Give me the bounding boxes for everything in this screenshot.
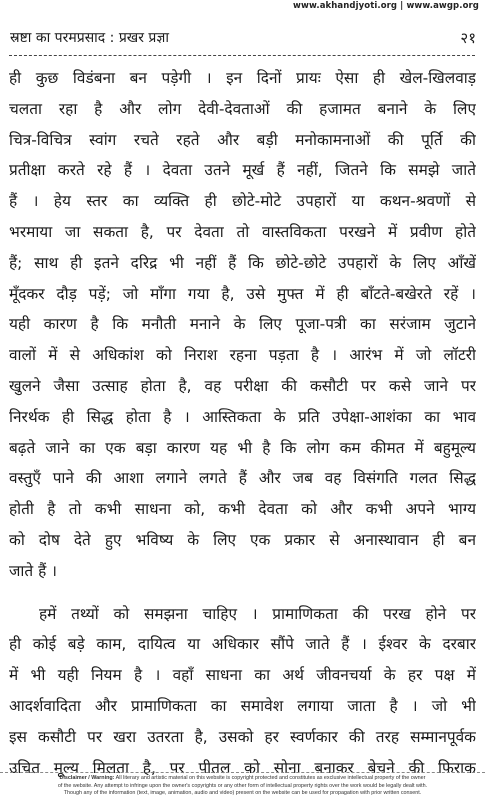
text-line: प्रतीक्षा करते रहे हैं । देवता उतने मूर्ख हैं नहीं, जितने कि समझे जाते	[9, 161, 476, 180]
disclaimer-line-1	[6, 775, 479, 783]
text-line: यही कारण है कि मनौती मनाने के लिए पूजा-पत्री का सरंजाम जुटाने	[9, 315, 476, 334]
text-line: वालों में से अधिकांश को निराश रहना पड़ता है । आरंभ में जो लॉटरी	[9, 346, 476, 365]
text-line: ही कोई बड़े काम, दायित्व या अधिकार सौंपे जाते हैं । ईश्वर के दरबार	[9, 635, 476, 654]
book-title: स्रष्टा का परमप्रसाद : प्रखर प्रज्ञा	[10, 30, 170, 46]
header-divider	[9, 55, 475, 56]
paragraph-2	[9, 599, 476, 784]
text-line: में भी यही नियम है । वहाँ साधना का अर्थ जीवनचर्या के हर पक्ष में	[9, 666, 476, 685]
text-line: ही कुछ विडंबना बन पड़ेगी । इन दिनों प्रायः ऐसा ही खेल-खिलवाड़	[9, 69, 476, 87]
page-number: २१	[460, 29, 476, 47]
paragraph-gap	[9, 587, 476, 599]
text-line: उचित मूल्य मिलता है, पर पीतल को सोना बनाकर बेचने की फिराक	[9, 758, 476, 777]
text-line: चित्र-विचित्र स्वांग रचते रहते और बड़ी मनोकामनाओं की पूर्ति की	[9, 130, 476, 149]
text-line: हैं । हेय स्तर का व्यक्ति ही छोटे-मोटे उपहारों या कथन-श्रवणों से	[9, 192, 476, 211]
paragraph-1	[9, 63, 476, 587]
text-line: आदर्शवादिता और प्रामाणिकता का समावेश लगाया जाता है । जो भी	[9, 696, 476, 715]
disclaimer	[6, 775, 479, 798]
text-line: वस्तुएँ पाने की आशा लगाने लगते हैं और जब वह विसंगति गलत सिद्ध	[9, 469, 476, 488]
disclaimer-label: Disclaimer / Warning:	[59, 775, 115, 781]
site-urls: www.akhandjyoti.org | www.awgp.org	[293, 1, 479, 11]
text-line: मूँदकर दौड़ पड़ें; जो माँगा गया है, उसे मुफ्त में ही बाँटते-बखेरते रहें ।	[9, 284, 476, 303]
text-line: हमें तथ्यों को समझना चाहिए । प्रामाणिकता की परख होने पर	[39, 604, 476, 623]
footer-divider	[0, 772, 485, 773]
text-line: जाते हैं ।	[9, 561, 57, 580]
disclaimer-text-1: All literary and artistic material on this website is copyright protected and constitutes as exclusive intellectual property of the owner	[115, 775, 426, 781]
text-line: होती है तो कभी साधना को, कभी देवता को और कभी अपने भाग्य	[9, 500, 476, 519]
disclaimer-line-3: Though any of the information (text, image, animation, audio and video) present on the website can be used for propagation with prior written consent.	[63, 790, 422, 797]
text-line: इस कसौटी पर खरा उतरता है, उसको हर स्वर्णकार की तरह सम्मानपूर्वक	[9, 727, 476, 746]
text-line: चलता रहा है और लोग देवी-देवताओं की हजामत बनाने के लिए	[9, 99, 476, 118]
text-line: भरमाया जा सकता है, पर देवता तो वास्तविकता परखने में प्रवीण होते	[9, 222, 476, 241]
page-header	[9, 28, 476, 50]
text-line: निरर्थक ही सिद्ध होता है । आस्तिकता के प्रति उपेक्षा-आशंका का भाव	[9, 407, 476, 426]
text-line: को दोष देते हुए भविष्य के लिए एक प्रकार से अनास्थावान ही बन	[9, 530, 476, 549]
text-line: बढ़ते जाने का एक बड़ा कारण यह भी है कि लोग कम कीमत में बहुमूल्य	[9, 438, 476, 457]
text-line: हैं; साथ ही इतने दरिद्र भी नहीं हैं कि छोटे-छोटे उपहारों के लिए आँखें	[9, 253, 476, 272]
page-body	[9, 63, 476, 783]
text-line: खुलने जैसा उत्साह होता है, वह परीक्षा की कसौटी पर कसे जाने पर	[9, 376, 476, 395]
disclaimer-line-2: of the website. Any attempt to infringe upon the owner's copyrights or any other form of intellectual property rights over the work would be legally dealt with.	[57, 782, 428, 789]
